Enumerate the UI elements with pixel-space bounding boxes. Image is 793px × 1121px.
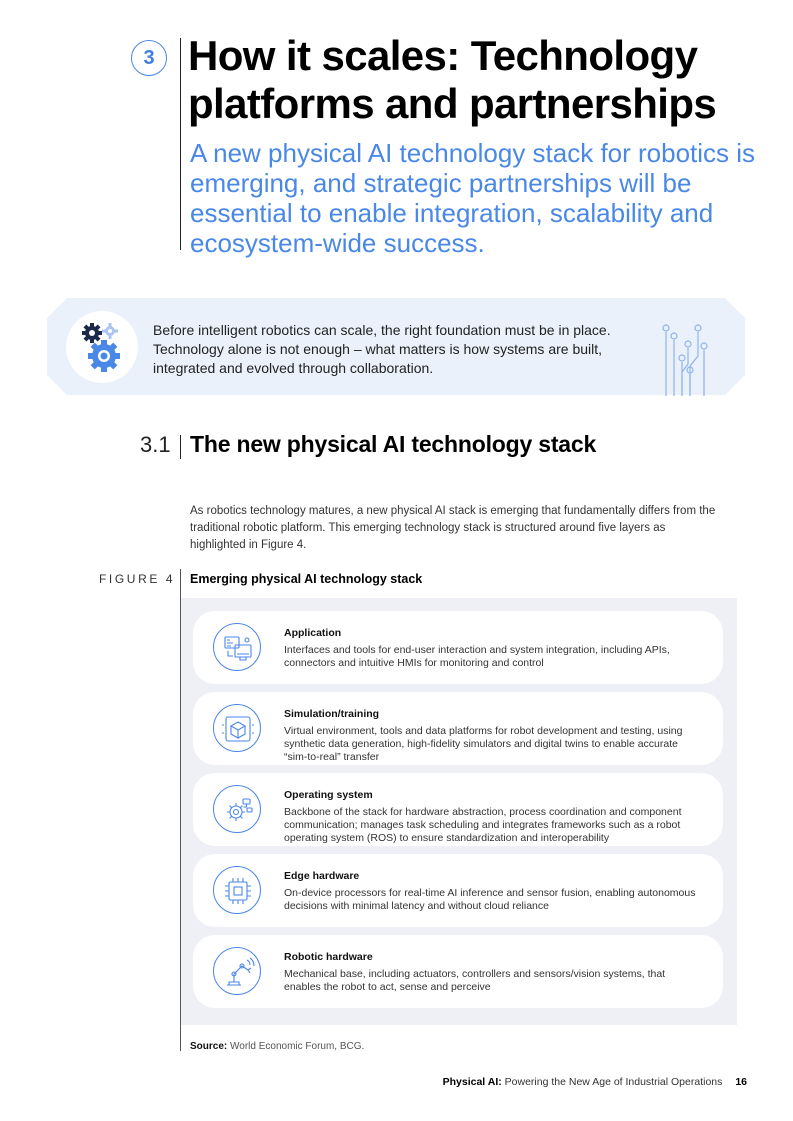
gear-os-icon xyxy=(213,785,261,833)
chip-icon xyxy=(213,866,261,914)
report-title-rest: Powering the New Age of Industrial Operations xyxy=(504,1076,723,1088)
layer-card-robotic-hardware xyxy=(193,935,723,1008)
chapter-subtitle: A new physical AI technology stack for robotics is emerging, and strategic partnerships will be essential to enable integration, scalability and ecosystem-wide success. xyxy=(190,138,756,258)
simulation-cube-icon xyxy=(213,704,261,752)
layer-name: Application xyxy=(284,627,342,639)
chapter-number-badge xyxy=(131,40,167,76)
layer-name: Edge hardware xyxy=(284,870,360,882)
layer-description: Virtual environment, tools and data platforms for robot development and testing, using synthetic data generation, high-fidelity simulators and digital twins to enable accurate “sim-to-real” transfer xyxy=(284,725,683,763)
section-divider xyxy=(180,435,181,459)
layer-name: Operating system xyxy=(284,789,373,801)
layer-name: Simulation/training xyxy=(284,708,380,720)
section-number: 3.1 xyxy=(140,432,171,457)
page-footer xyxy=(443,1076,747,1088)
callout-text: Before intelligent robotics can scale, the right foundation must be in place. Technology alone is not enough – what matters is how systems are built, integrated and evolved through collaboration. xyxy=(153,322,611,376)
layer-name: Robotic hardware xyxy=(284,951,373,963)
layer-description: Backbone of the stack for hardware abstraction, process coordination and component communication; manages task scheduling and integrates frameworks such as a robot operating system (ROS) to ensure standardization and interoperability xyxy=(284,806,682,844)
application-interface-icon xyxy=(213,623,261,671)
layer-description: Mechanical base, including actuators, controllers and sensors/vision systems, that enables the robot to act, sense and perceive xyxy=(284,968,666,993)
circuit-icon xyxy=(660,320,710,396)
chapter-title: How it scales: Technology platforms and partnerships xyxy=(188,32,717,127)
gears-icon xyxy=(66,311,138,383)
layer-description: Interfaces and tools for end-user interaction and system integration, including APIs, connectors and intuitive HMIs for monitoring and control xyxy=(284,644,670,669)
chapter-number: 3 xyxy=(143,46,155,69)
source-text: World Economic Forum, BCG. xyxy=(230,1041,365,1052)
page-number: 16 xyxy=(735,1076,747,1088)
layer-card-simulation xyxy=(193,692,723,765)
source-label: Source: xyxy=(190,1041,228,1052)
layer-card-application xyxy=(193,611,723,684)
report-title-bold: Physical AI: xyxy=(442,1076,502,1088)
robot-arm-icon xyxy=(213,947,261,995)
section-title: The new physical AI technology stack xyxy=(190,431,597,457)
layer-card-edge-hardware xyxy=(193,854,723,927)
figure-source xyxy=(190,1041,364,1052)
layer-description: On-device processors for real-time AI inference and sensor fusion, enabling autonomous decisions with minimal latency and without cloud reliance xyxy=(284,887,696,912)
section-intro: As robotics technology matures, a new physical AI stack is emerging that fundamentally differs from the traditional robotic platform. This emerging technology stack is structured around five layers as highlighted in Figure 4. xyxy=(190,505,716,551)
title-divider xyxy=(180,38,181,250)
figure-label: FIGURE 4 xyxy=(99,572,176,586)
layer-card-operating-system xyxy=(193,773,723,846)
figure-title: Emerging physical AI technology stack xyxy=(190,572,423,586)
